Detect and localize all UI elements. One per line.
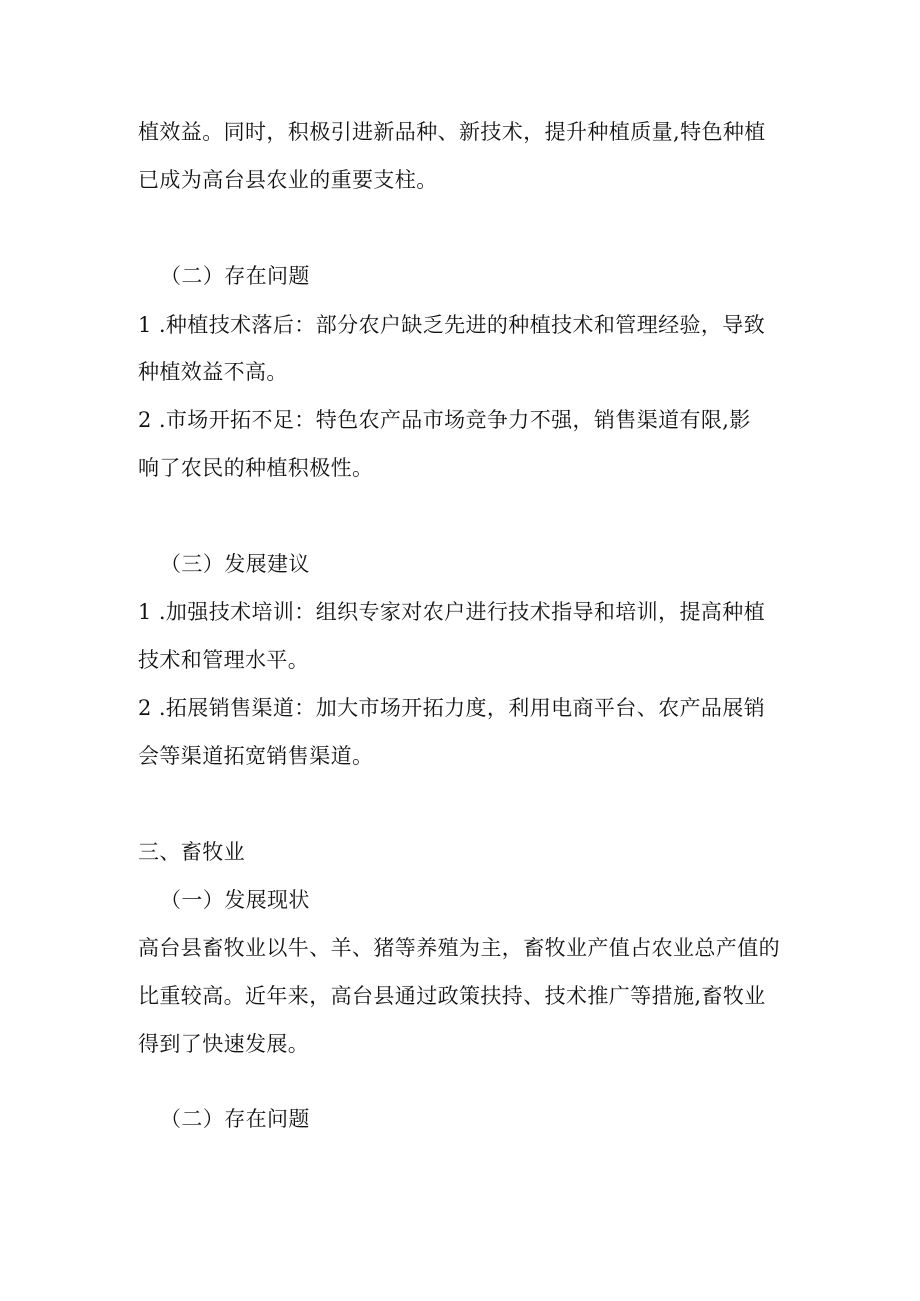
section-heading: （二）存在问题: [160, 1107, 310, 1131]
list-item: 2 .拓展销售渠道：加大市场开拓力度，利用电商平台、农产品展销: [138, 696, 766, 720]
list-item: 2 .市场开拓不足：特色农产品市场竞争力不强，销售渠道有限,影: [138, 408, 751, 432]
section-heading: （三）发展建议: [160, 552, 310, 576]
list-item-continuation: 种植效益不高。: [138, 360, 288, 384]
section-heading: （一）发展现状: [160, 888, 310, 912]
section-heading: （二）存在问题: [160, 264, 310, 288]
list-item-continuation: 会等渠道拓宽销售渠道。: [138, 744, 374, 768]
paragraph-line: 比重较高。近年来，高台县通过政策扶持、技术推广等措施,畜牧业: [138, 984, 766, 1008]
list-item-continuation: 响了农民的种植积极性。: [138, 456, 374, 480]
paragraph-line: 植效益。同时，积极引进新品种、新技术，提升种植质量,特色种植: [138, 120, 766, 144]
list-item: 1 .种植技术落后：部分农户缺乏先进的种植技术和管理经验，导致: [138, 313, 766, 337]
list-item-continuation: 技术和管理水平。: [138, 648, 310, 672]
paragraph-line: 已成为高台县农业的重要支柱。: [138, 168, 438, 192]
paragraph-line: 高台县畜牧业以牛、羊、猪等养殖为主，畜牧业产值占农业总产值的: [138, 936, 780, 960]
paragraph-line: 得到了快速发展。: [138, 1032, 310, 1056]
chapter-heading: 三、畜牧业: [138, 840, 245, 864]
list-item: 1 .加强技术培训：组织专家对农户进行技术指导和培训，提高种植: [138, 600, 766, 624]
